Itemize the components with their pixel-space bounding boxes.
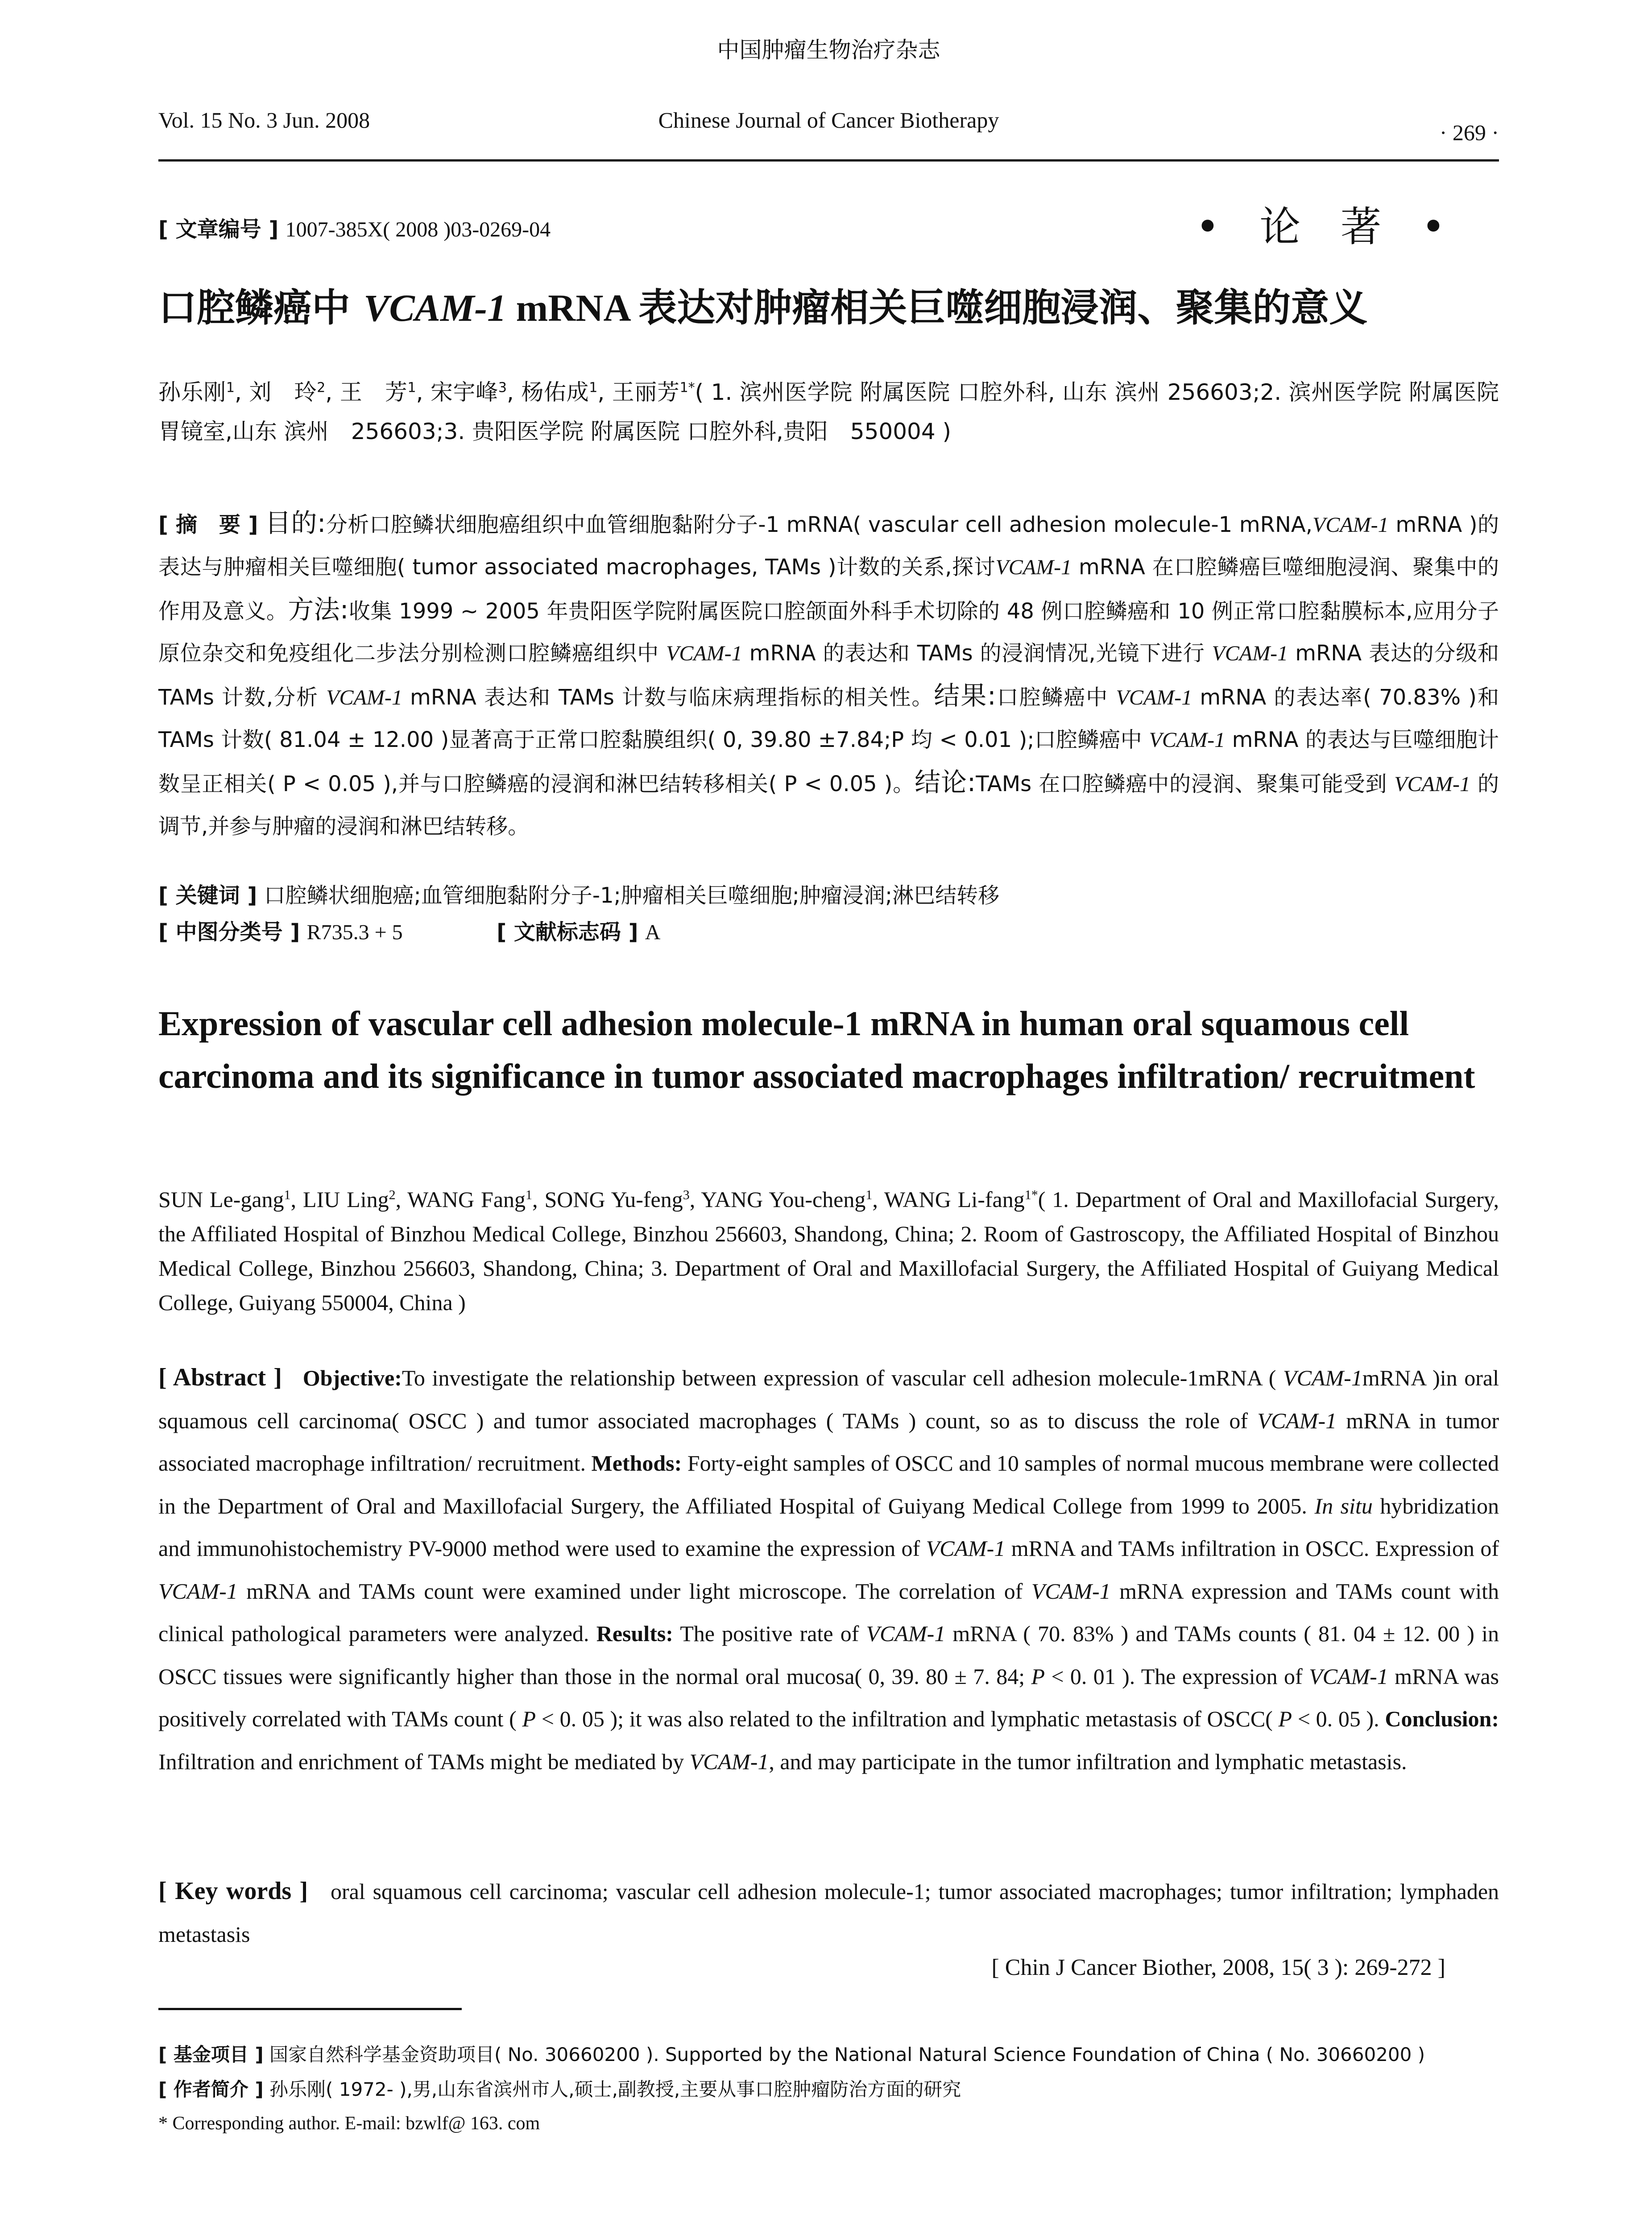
methods-label: Methods: — [591, 1451, 682, 1476]
keywords-label: [ 关键词 ] — [158, 883, 257, 908]
citation: [ Chin J Cancer Biother, 2008, 15( 3 ): 269-272 ] — [991, 1955, 1445, 1980]
keywords-value: 口腔鳞状细胞癌;血管细胞黏附分子-1;肿瘤相关巨噬细胞;肿瘤浸润;淋巴结转移 — [264, 883, 1000, 908]
keywords-value: oral squamous cell carcinoma; vascular cell adhesion molecule-1; tumor associated macrophages; tumor infiltration; lymphaden metastasis — [158, 1879, 1499, 1947]
conclusion-label: 结论: — [915, 767, 976, 797]
chinese-authors: 孙乐刚$^1$, 刘 玲$^2$, 王 芳$^1$, 宋宇峰$^3$, 杨佑成$^1$, 王丽芳$^{1*}$( 1. 滨州医学院 附属医院 口腔外科, 山东 滨州 256603;2. 滨州医学院 附属医院 胃镜室,山东 滨州 256603;3. 贵阳医学院 附属医院 口腔外科,贵阳 550004 ) — [158, 379, 1499, 444]
results-label: Results: — [596, 1621, 673, 1646]
affiliations: ( 1. 滨州医学院 附属医院 口腔外科, 山东 滨州 256603;2. 滨州医学院 附属医院 胃镜室,山东 滨州 256603;3. 贵阳医学院 附属医院 口腔外科,贵阳 550004 ) — [158, 379, 1499, 444]
article-number-label: [ 文章编号 ] — [158, 217, 279, 242]
author: WANG Fang$^1$ — [407, 1187, 533, 1212]
author: SONG Yu-feng$^3$ — [544, 1187, 690, 1212]
title-text: 口腔鳞癌中 — [158, 286, 364, 330]
bio-value: 孙乐刚( 1972- ),男,山东省滨州市人,硕士,副教授,主要从事口腔肿瘤防治方面的研究 — [269, 2078, 961, 2100]
volume-info: Vol. 15 No. 3 Jun. 2008 — [158, 108, 370, 133]
doc-code-value: A — [645, 921, 661, 944]
objective-label: 目的: — [265, 508, 326, 538]
english-authors: SUN Le-gang$^1$, LIU Ling$^2$, WANG Fang$^1$, SONG Yu-feng$^3$, YANG You-cheng$^1$, WANG Li-fang$^{1*}$( 1. Department of Oral and Maxillofacial Surgery, the Affiliated Hospital of Binzhou Medical College, Binzhou 256603, Shandong, China; 2. Room of Gastroscopy, the Affiliated Hospital of Binzhou Medical College, Binzhou 256603, Shandong, China; 3. Department of Oral and Maxillofacial Surgery, the Affiliated Hospital of Guiyang Medical College, Guiyang 550004, China ) — [158, 1187, 1499, 1315]
running-header — [158, 107, 1499, 145]
title-text: mRNA 表达对肿瘤相关巨噬细胞浸润、聚集的意义 — [506, 286, 1368, 329]
author: LIU Ling$^2$ — [302, 1187, 396, 1212]
doc-code-label: [ 文献标志码 ] — [497, 920, 638, 945]
chinese-abstract: [ 摘 要 ] 目的:分析口腔鳞状细胞癌组织中血管细胞黏附分子-1 mRNA( vascular cell adhesion molecule-1 mRNA,VCAM-1 mRNA )的表达与肿瘤相关巨噬细胞( tumor associated macrophages, TAMs )计数的关系,探讨VCAM-1 mRNA 在口腔鳞癌巨噬细胞浸润、聚集中的作用及意义。方法:收集 1999 ~ 2005 年贵阳医学院附属医院口腔颌面外科手术切除的 48 例口腔鳞癌和 10 例正常口腔黏膜标本,应用分子原位杂交和免疫组化二步法分别检测口腔鳞癌组织中 VCAM-1 mRNA 的表达和 TAMs 的浸润情况,光镜下进行 VCAM-1 mRNA 表达的分级和 TAMs 计数,分析 VCAM-1 mRNA 表达和 TAMs 计数与临床病理指标的相关性。结果:口腔鳞癌中 VCAM-1 mRNA 的表达率( 70.83% )和 TAMs 计数( 81.04 ± 12.00 )显著高于正常口腔黏膜组织( 0, 39.80 ±7.84;P 均 < 0.01 );口腔鳞癌中 VCAM-1 mRNA 的表达与巨噬细胞计数呈正相关( P < 0.05 ),并与口腔鳞癌的浸润和淋巴结转移相关( P < 0.05 )。结论:TAMs 在口腔鳞癌中的浸润、聚集可能受到 VCAM-1 的调节,并参与肿瘤的浸润和淋巴结转移。 — [158, 508, 1499, 839]
section-tag: • 论 著 • — [1195, 203, 1459, 251]
page-number: · 269 · — [1439, 120, 1499, 145]
fund-value: 国家自然科学基金资助项目( No. 30660200 ). Supported by the National Natural Science Foundation of China ( No. 30660200 ) — [269, 2044, 1425, 2065]
author: WANG Li-fang$^{1*}$ — [884, 1187, 1038, 1212]
author: 刘 玲$^2$ — [249, 379, 326, 405]
conclusion-label: Conclusion: — [1385, 1706, 1499, 1731]
article-number-value: 1007-385X( 2008 )03-0269-04 — [285, 218, 551, 241]
clc-value: R735.3 + 5 — [306, 921, 403, 944]
fund-note — [158, 2040, 1499, 2067]
results-label: 结果: — [934, 680, 996, 711]
english-abstract: [ Abstract ] Objective:To investigate the relationship between expression of vascular cell adhesion molecule-1mRNA ( VCAM-1mRNA )in oral squamous cell carcinoma( OSCC ) and tumor associated macrophages ( TAMs ) count, so as to discuss the role of VCAM-1 mRNA in tumor associated macrophage infiltration/ recruitment. Methods: Forty-eight samples of OSCC and 10 samples of normal mucous membrane were collected in the Department of Oral and Maxillofacial Surgery, the Affiliated Hospital of Guiyang Medical College from 1999 to 2005. In situ hybridization and immunohistochemistry PV-9000 method were used to examine the expression of VCAM-1 mRNA and TAMs infiltration in OSCC. Expression of VCAM-1 mRNA and TAMs count were examined under light microscope. The correlation of VCAM-1 mRNA expression and TAMs count with clinical pathological parameters were analyzed. Results: The positive rate of VCAM-1 mRNA ( 70. 83% ) and TAMs counts ( 81. 04 ± 12. 00 ) in OSCC tissues were significantly higher than those in the normal oral mucosa( 0, 39. 80 ± 7. 84; P < 0. 01 ). The expression of VCAM-1 mRNA was positively correlated with TAMs count ( P < 0. 05 ); it was also related to the infiltration and lymphatic metastasis of OSCC( P < 0. 05 ). Conclusion: Infiltration and enrichment of TAMs might be mediated by VCAM-1, and may participate in the tumor infiltration and lymphatic metastasis. — [158, 1364, 1499, 1774]
author: 杨佑成$^1$ — [521, 379, 598, 405]
author: YANG You-cheng$^1$ — [701, 1187, 873, 1212]
fund-label: [ 基金项目 ] — [158, 2044, 264, 2065]
author: 孙乐刚$^1$ — [158, 379, 235, 405]
journal-name-cn: 中国肿瘤生物治疗杂志 — [717, 37, 940, 63]
english-keywords — [158, 1870, 1499, 1956]
footnote-rule — [158, 2008, 462, 2010]
english-title: Expression of vascular cell adhesion molecule-1 mRNA in human oral squamous cell carcinoma and its significance in tumor associated macrophages infiltration/ recruitment — [158, 1004, 1475, 1095]
methods-label: 方法: — [288, 594, 349, 625]
abstract-label: [ 摘 要 ] — [158, 512, 258, 537]
corresponding-author: * Corresponding author. E-mail: bzwlf@ 163. com — [158, 2113, 540, 2134]
author: SUN Le-gang$^1$ — [158, 1187, 291, 1212]
article-number — [158, 212, 551, 243]
objective-label: Objective: — [302, 1365, 402, 1390]
classification — [158, 915, 1499, 945]
chinese-keywords — [158, 878, 1499, 909]
affiliations: ( 1. Department of Oral and Maxillofacial Surgery, the Affiliated Hospital of Binzhou Medical College, Binzhou 256603, Shandong, China; 2. Room of Gastroscopy, the Affiliated Hospital of Binzhou Medical College, Binzhou 256603, Shandong, China; 3. Department of Oral and Maxillofacial Surgery, the Affiliated Hospital of Guiyang Medical College, Guiyang 550004, China ) — [158, 1187, 1499, 1315]
keywords-label: [ Key words ] — [158, 1877, 308, 1905]
chinese-title — [158, 277, 1499, 332]
title-gene: VCAM-1 — [363, 286, 507, 329]
author-bio — [158, 2075, 1499, 2102]
author: 宋宇峰$^3$ — [431, 379, 507, 405]
author: 王丽芳$^{1*}$ — [612, 379, 695, 405]
bio-label: [ 作者简介 ] — [158, 2078, 264, 2100]
clc-label: [ 中图分类号 ] — [158, 920, 300, 945]
header-rule — [158, 159, 1499, 162]
abstract-label: [ Abstract ] — [158, 1364, 282, 1391]
author: 王 芳$^1$ — [340, 379, 416, 405]
journal-name-en: Chinese Journal of Cancer Biotherapy — [658, 108, 999, 133]
